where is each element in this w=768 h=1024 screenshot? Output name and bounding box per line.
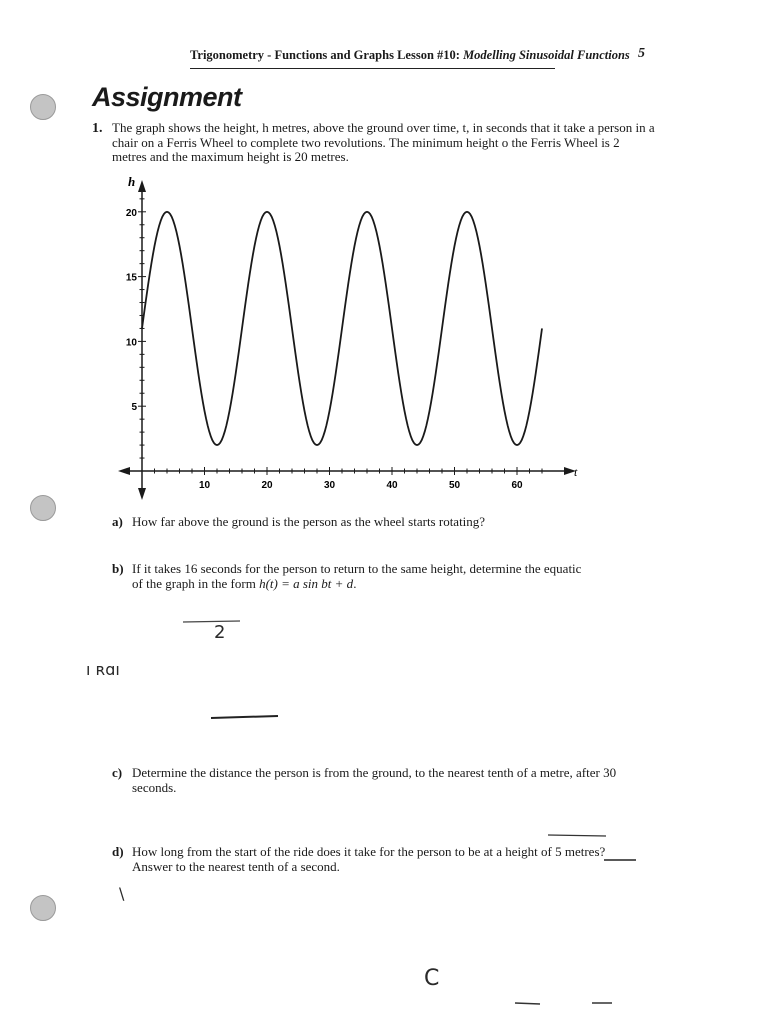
y-tick-label: 10	[125, 337, 137, 349]
scribble-line-1	[183, 621, 240, 622]
x-tick-label: 60	[511, 480, 523, 491]
scribble-line-2	[211, 716, 278, 718]
page-number: 5	[638, 46, 645, 61]
header-course: Trigonometry - Functions and Graphs Lesson #10:	[190, 48, 464, 62]
handwritten-mark-3: \	[119, 884, 125, 903]
part-b-text-suffix: .	[353, 575, 357, 591]
question-number: 1.	[92, 121, 103, 136]
y-axis-label: h	[128, 174, 136, 189]
part-c-label: c)	[112, 765, 123, 780]
part-c-text: Determine the distance the person is from the ground, to the nearest tenth of a metre, after 30 seconds.	[132, 765, 617, 795]
x-tick-label: 50	[448, 480, 461, 491]
x-axis-label: t	[574, 465, 578, 479]
handwritten-mark-4: C	[424, 966, 440, 991]
part-a-text: How far above the ground is the person as the wheel starts rotating?	[132, 514, 486, 529]
part-b-label: b)	[112, 561, 124, 576]
y-tick-label: 5	[131, 402, 137, 414]
part-b-formula: h(t) = a sin bt + d	[259, 575, 354, 591]
x-tick-label: 20	[261, 480, 273, 491]
header-lesson-title: Modelling Sinusoidal Functions	[463, 48, 630, 62]
page-title: Assignment	[92, 82, 242, 112]
part-b-text-line1: If it takes 16 seconds for the person to return to the same height, determine the equatic	[132, 561, 582, 576]
x-tick-label: 10	[198, 480, 211, 491]
handwritten-mark-1: 2	[214, 622, 226, 643]
scribble-line-5	[515, 1003, 540, 1004]
x-tick-label: 40	[386, 480, 398, 491]
y-tick-label: 20	[125, 207, 137, 219]
part-b-text-prefix: of the graph in the form	[132, 575, 260, 591]
part-d-label: d)	[112, 844, 124, 859]
question-text: The graph shows the height, h metres, above the ground over time, t, in seconds that it take a person in a chair on a Ferris Wheel to complete two revolutions. The minimum height o the Ferris Wheel is 2 metres and the maximum height is 20 metres.	[112, 120, 655, 164]
part-d-text: How long from the start of the ride does it take for the person to be at a height of 5 metres? Answer to the nearest tenth of a second.	[132, 844, 606, 874]
handwritten-mark-2: ı ʀɑı	[86, 660, 120, 679]
x-tick-label: 30	[323, 480, 336, 491]
y-tick-label: 15	[125, 272, 137, 284]
part-a-label: a)	[112, 514, 123, 529]
scribble-line-3	[548, 835, 606, 836]
